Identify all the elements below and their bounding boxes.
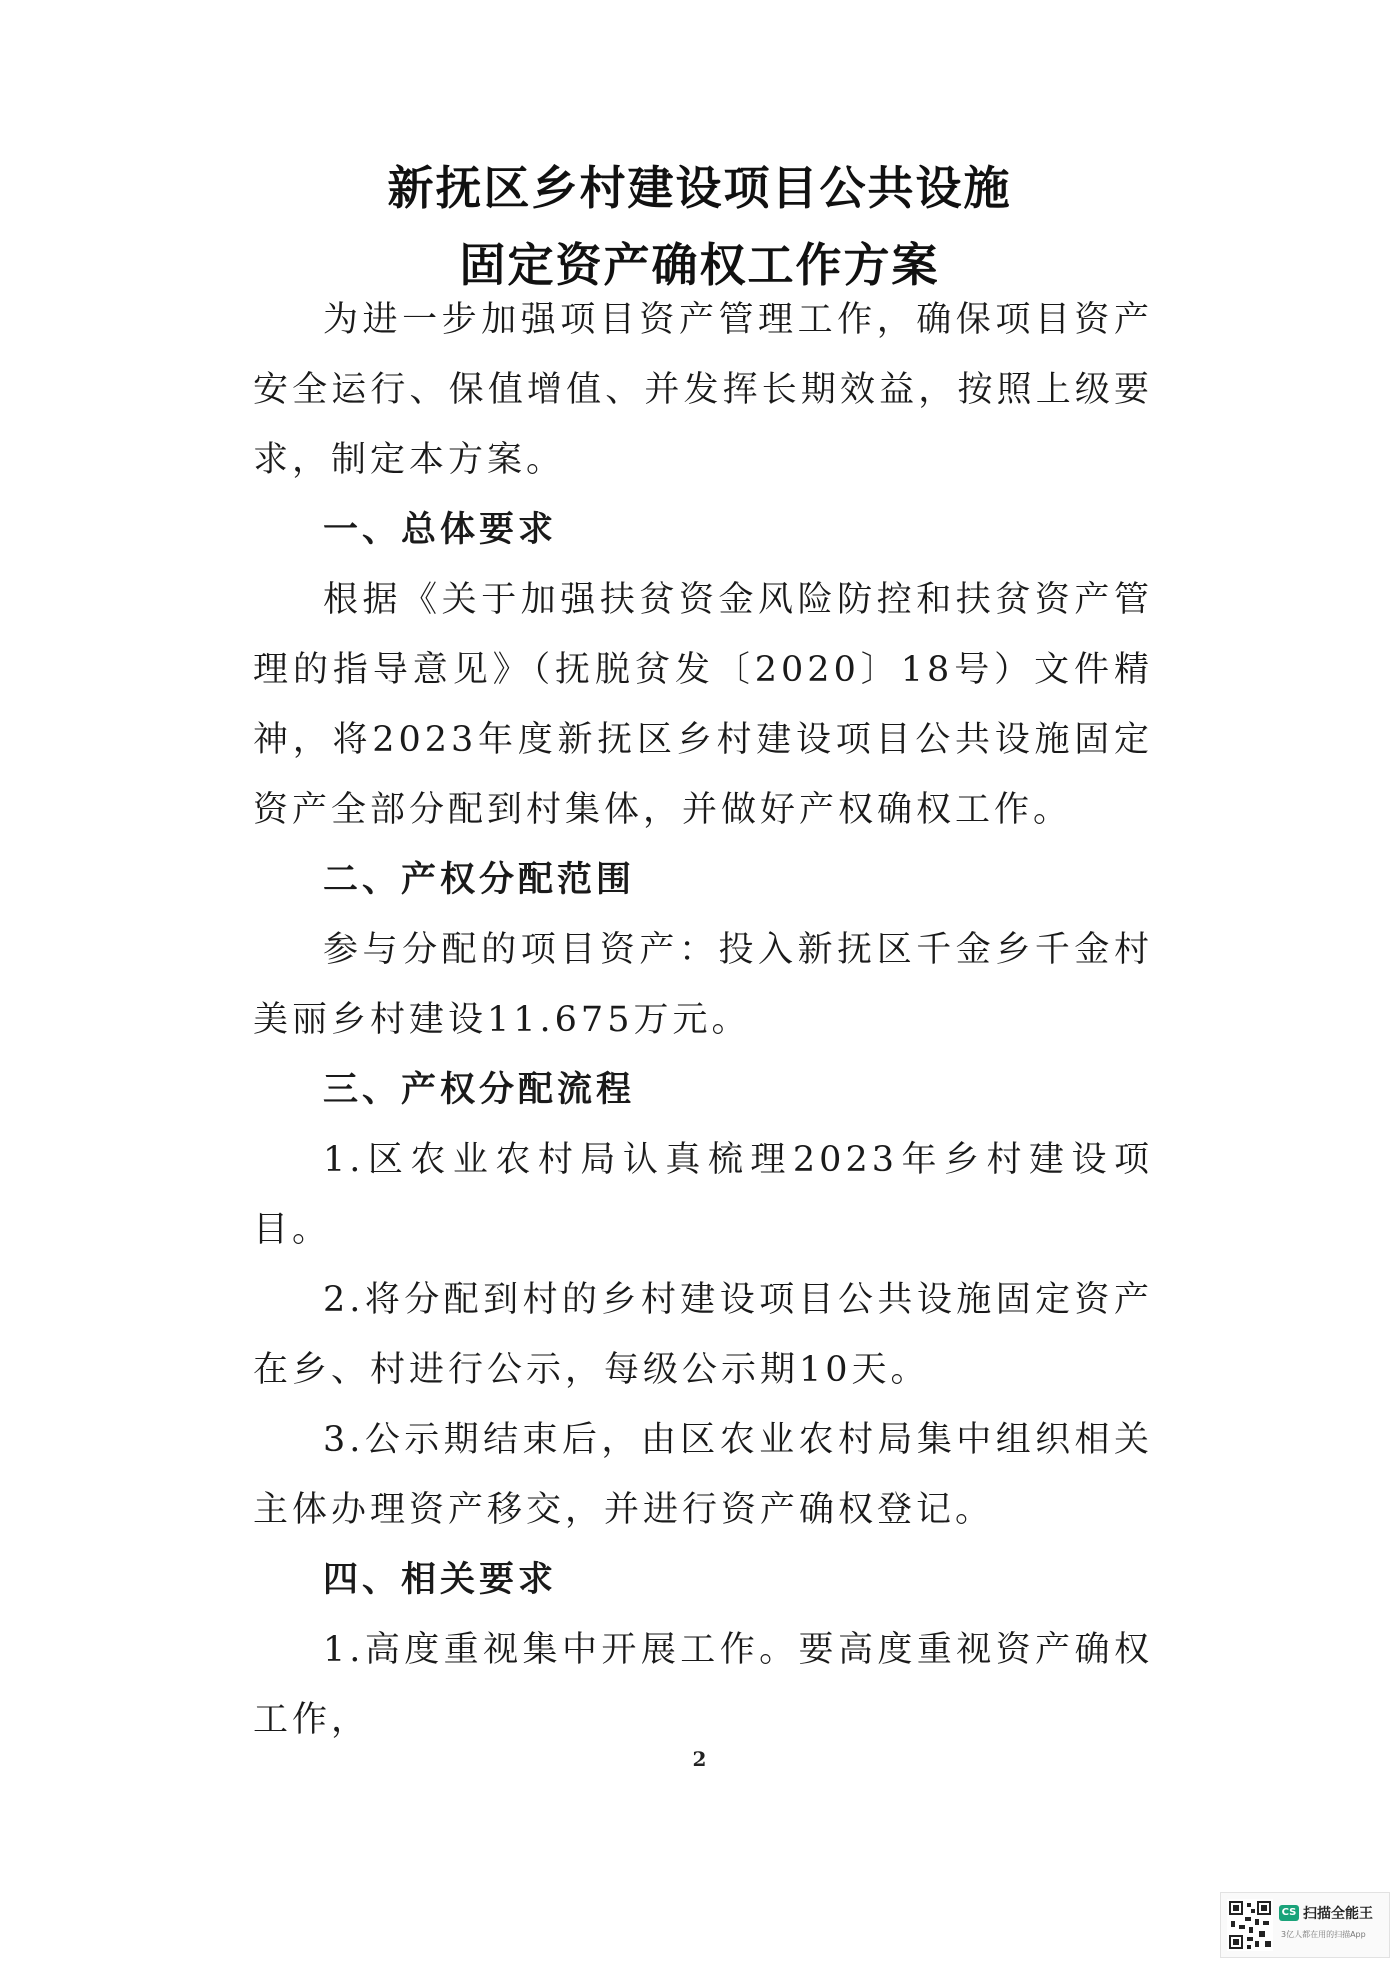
section-2-paragraph: 参与分配的项目资产：投入新抚区千金乡千金村美丽乡村建设11.675万元。 <box>253 930 1153 1040</box>
section-1-paragraph: 根据《关于加强扶贫资金风险防控和扶贫资产管理的指导意见》（抚脱贫发〔2020〕18号）文件精神，将2023年度新抚区乡村建设项目公共设施固定资产全部分配到村集体，并做好产权确权工作。 <box>253 580 1153 830</box>
section-4-item-1: 1.高度重视集中开展工作。要高度重视资产确权工作， <box>253 1630 1153 1740</box>
section-1-heading: 一、总体要求 <box>323 510 558 550</box>
camscanner-watermark <box>1220 1892 1390 1958</box>
page-number: 2 <box>692 1747 707 1771</box>
section-3-item-1: 1.区农业农村局认真梳理2023年乡村建设项目。 <box>253 1140 1153 1250</box>
section-3-item-3: 3.公示期结束后，由区农业农村局集中组织相关主体办理资产移交，并进行资产确权登记。 <box>253 1420 1153 1530</box>
document-title-line-1: 新抚区乡村建设项目公共设施 <box>387 161 1012 215</box>
section-2-heading: 二、产权分配范围 <box>323 860 636 900</box>
section-3-heading: 三、产权分配流程 <box>323 1070 636 1110</box>
watermark-app-name: 扫描全能王 <box>1303 1906 1373 1922</box>
section-4-heading: 四、相关要求 <box>323 1560 558 1600</box>
watermark-tagline: 3亿人都在用的扫描App <box>1281 1930 1366 1939</box>
document-title-line-2: 固定资产确权工作方案 <box>459 238 940 292</box>
document-body <box>253 285 1153 1755</box>
section-3-item-2: 2.将分配到村的乡村建设项目公共设施固定资产在乡、村进行公示，每级公示期10天。 <box>253 1280 1153 1390</box>
camscanner-logo-icon: CS <box>1279 1905 1299 1921</box>
intro-paragraph: 为进一步加强项目资产管理工作，确保项目资产安全运行、保值增值、并发挥长期效益，按照上级要求，制定本方案。 <box>253 300 1153 480</box>
qr-code-icon <box>1227 1899 1273 1951</box>
